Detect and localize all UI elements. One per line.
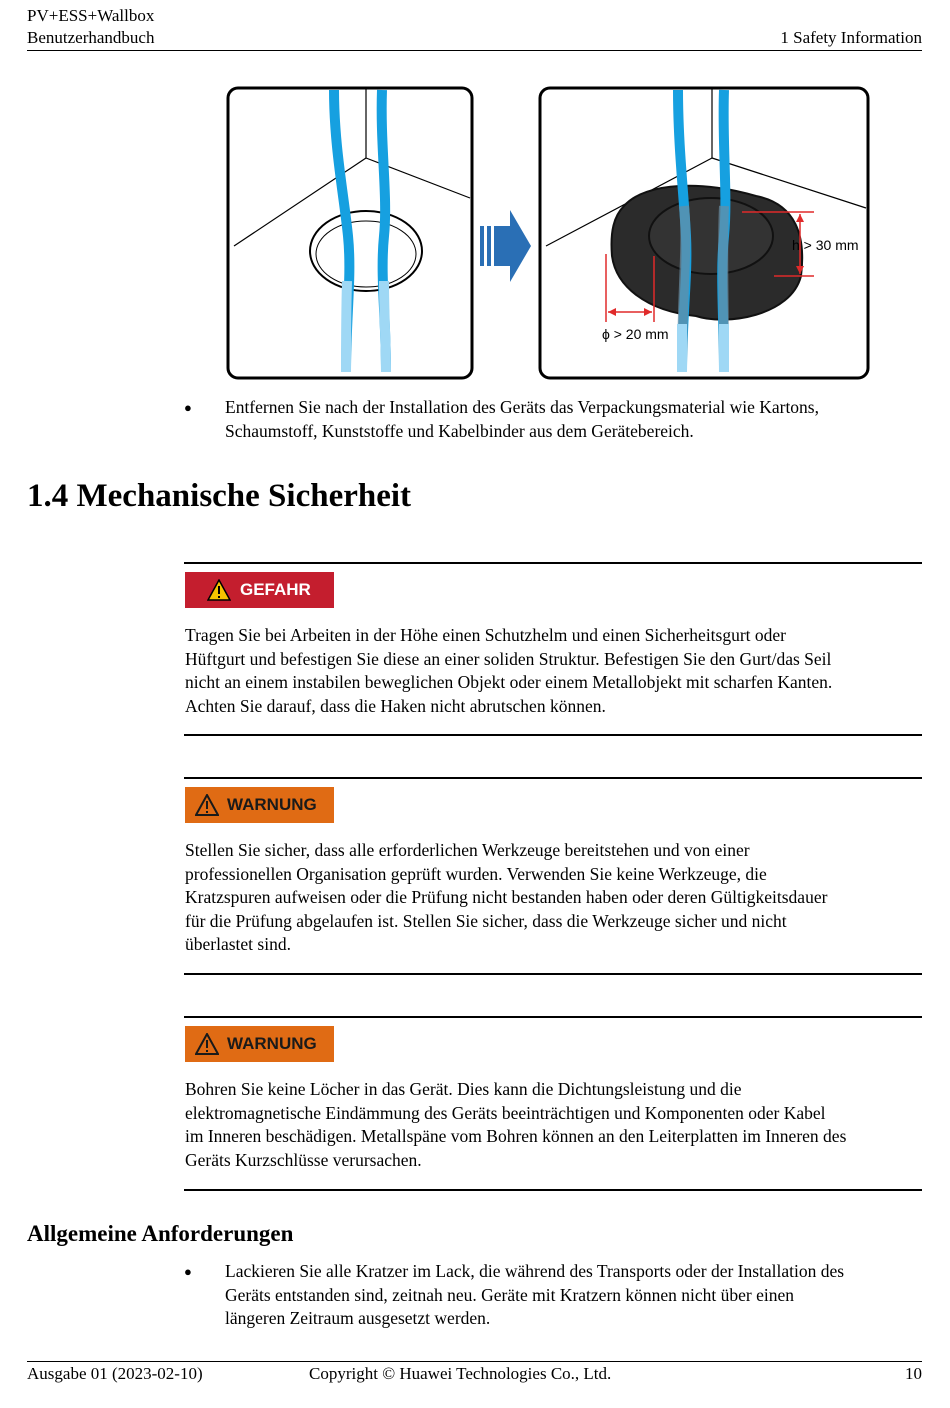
list-item-line: Entfernen Sie nach der Installation des Geräts das Verpackungsmaterial wie Kartons,	[225, 397, 819, 417]
warning-triangle-icon	[195, 1033, 219, 1055]
bullet-icon: ●	[184, 400, 192, 415]
cable-sealing-figure	[226, 86, 872, 382]
notice-body	[185, 1078, 923, 1172]
notice-line: Stellen Sie sicher, dass alle erforderlichen Werkzeuge bereitstehen und von einer	[185, 840, 750, 860]
header-doc-type: Benutzerhandbuch	[27, 28, 155, 47]
section-title: 1.4 Mechanische Sicherheit	[27, 478, 412, 514]
danger-label: GEFAHR	[240, 580, 311, 599]
warning-triangle-icon	[207, 579, 231, 601]
notice-line: im Inneren beschädigen. Metallspäne vom Bohren können an den Leiterplatten im Inneren des	[185, 1126, 847, 1146]
notice-line: professionellen Organisation geprüft wurden. Verwenden Sie keine Werkzeuge, die	[185, 863, 767, 884]
notice-line: Achten Sie darauf, dass die Haken nicht abrutschen können.	[185, 695, 606, 716]
warning-triangle-icon	[195, 794, 219, 816]
notice-line: Hüftgurt und befestigen Sie diese an einer soliden Struktur. Befestigen Sie den Gurt/das Seil	[185, 648, 832, 669]
warning-notice	[184, 777, 922, 975]
list-item-line: Geräts entstanden sind, zeitnah neu. Geräte mit Kratzern können nicht über einen	[225, 1284, 795, 1305]
warning-notice	[184, 1016, 922, 1191]
page-header	[27, 6, 922, 51]
list-item	[184, 396, 924, 444]
notice-line: für die Prüfung abgelaufen ist. Stellen Sie sicher, dass die Werkzeuge sicher und nicht	[185, 910, 787, 931]
notice-line: Bohren Sie keine Löcher in das Gerät. Dies kann die Dichtungsleistung und die	[185, 1079, 742, 1099]
list-item-line: längeren Zeitraum ausgesetzt werden.	[225, 1308, 491, 1328]
page-footer	[27, 1361, 922, 1391]
bullet-icon: ●	[184, 1264, 192, 1279]
warning-label: WARNUNG	[227, 1034, 317, 1053]
right-arrow-icon	[480, 210, 531, 282]
notice-body	[185, 839, 923, 957]
warning-label: WARNUNG	[227, 795, 317, 814]
cable-sealing-illustration	[226, 86, 872, 382]
notice-line: nicht an einem instabilen beweglichen Objekt oder einem Metallobjekt mit scharfen Kanten.	[185, 672, 833, 692]
label-h: h > 30 mm	[792, 237, 859, 253]
header-chapter: 1 Safety Information	[780, 28, 922, 47]
notice-line: überlastet sind.	[185, 934, 291, 954]
notice-body	[185, 624, 923, 718]
danger-badge	[185, 572, 334, 608]
label-phi: ϕ > 20 mm	[602, 326, 669, 342]
warning-badge	[185, 787, 334, 823]
danger-notice	[184, 562, 922, 736]
list-item	[184, 1260, 924, 1332]
footer-page-number: 10	[905, 1364, 922, 1383]
notice-line: Kratzspuren aufweisen oder die Prüfung nicht bestanden haben oder deren Gültigkeitsdauer	[185, 887, 828, 907]
notice-line: Tragen Sie bei Arbeiten in der Höhe einen Schutzhelm und einen Sicherheitsgurt oder	[185, 625, 787, 645]
subsection-title: Allgemeine Anforderungen	[27, 1221, 294, 1246]
notice-line: Geräts Kurzschlüsse verursachen.	[185, 1149, 422, 1170]
header-product: PV+ESS+Wallbox	[27, 6, 155, 25]
list-item-line: Schaumstoff, Kunststoffe und Kabelbinder aus dem Gerätebereich.	[225, 420, 694, 441]
list-item-line: Lackieren Sie alle Kratzer im Lack, die während des Transports oder der Installation des	[225, 1261, 845, 1281]
warning-badge	[185, 1026, 334, 1062]
footer-edition: Ausgabe 01 (2023-02-10)	[27, 1364, 203, 1383]
notice-line: elektromagnetische Eindämmung des Geräts beeinträchtigen und Komponenten oder Kabel	[185, 1102, 826, 1123]
footer-copyright: Copyright © Huawei Technologies Co., Ltd.	[309, 1364, 612, 1383]
